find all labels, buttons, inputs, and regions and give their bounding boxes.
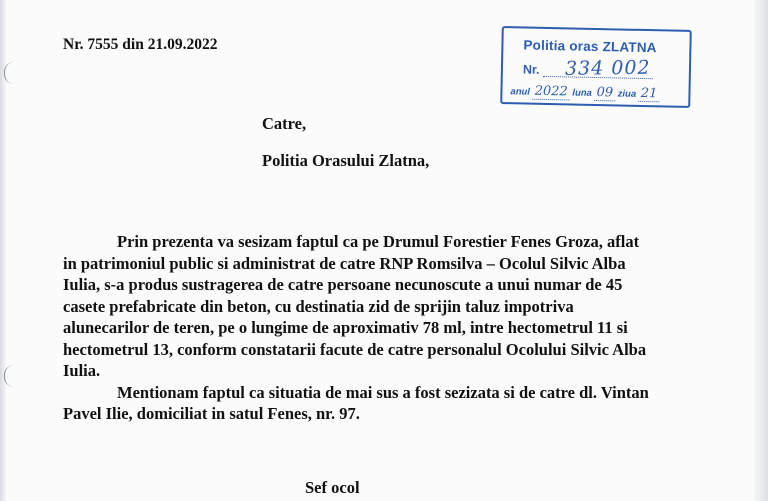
- body-paragraph-1: [63, 231, 703, 382]
- stamp-month-value: 09: [594, 85, 615, 101]
- body-line: in patrimoniul public si administrat de catre RNP Romsilva – Ocolul Silvic Alba: [63, 253, 626, 273]
- body-line: Iulia, s-a produs sustragerea de catre persoane necunoscute a unui numar de 45: [63, 275, 623, 294]
- stamp-day-value: 21: [639, 86, 660, 102]
- stamp-year-label: anul: [510, 86, 531, 98]
- body-line: Prin prezenta va sesizam faptul ca pe Drumul Forestier Fenes Groza, aflat: [117, 232, 640, 251]
- stamp-year-value: 2022: [532, 84, 569, 101]
- punch-hole-mark: [4, 62, 19, 84]
- body-line: Pavel Ilie, domiciliat in satul Fenes, nr. 97.: [63, 404, 360, 423]
- stamp-nr-value: 334 002: [564, 56, 651, 80]
- body-line: Iulia.: [63, 361, 101, 380]
- addressee-label: Catre,: [262, 114, 307, 133]
- body-line: Mentionam faptul ca situatia de mai sus a fost sezizata si de catre dl. Vintan: [117, 382, 649, 402]
- page-edge-right: [754, 0, 768, 501]
- stamp-day-label: ziua: [617, 88, 637, 100]
- punch-hole-mark: [4, 365, 19, 387]
- letter-body: [63, 231, 703, 425]
- stamp-nr-label: Nr.: [522, 62, 540, 77]
- body-line: casete prefabricate din beton, cu destinatia zid de sprijin taluz impotriva: [63, 296, 574, 316]
- stamp-title: Politia oras ZLATNA: [523, 37, 657, 56]
- recipient-name: Politia Orasului Zlatna,: [262, 151, 430, 170]
- body-line: hectometrul 13, conform constatarii facute de catre personalul Ocolului Silvic Alba: [63, 339, 647, 359]
- registration-stamp: [500, 26, 692, 108]
- body-paragraph-2: [63, 382, 703, 425]
- body-line: alunecarilor de teren, pe o lungime de aproximativ 78 ml, intre hectometrul 11 si: [63, 318, 628, 337]
- signature-title: Sef ocol: [305, 478, 360, 497]
- stamp-month-label: luna: [572, 87, 592, 99]
- stamp-date-row: [510, 83, 659, 102]
- document-number: Nr. 7555 din 21.09.2022: [63, 36, 218, 53]
